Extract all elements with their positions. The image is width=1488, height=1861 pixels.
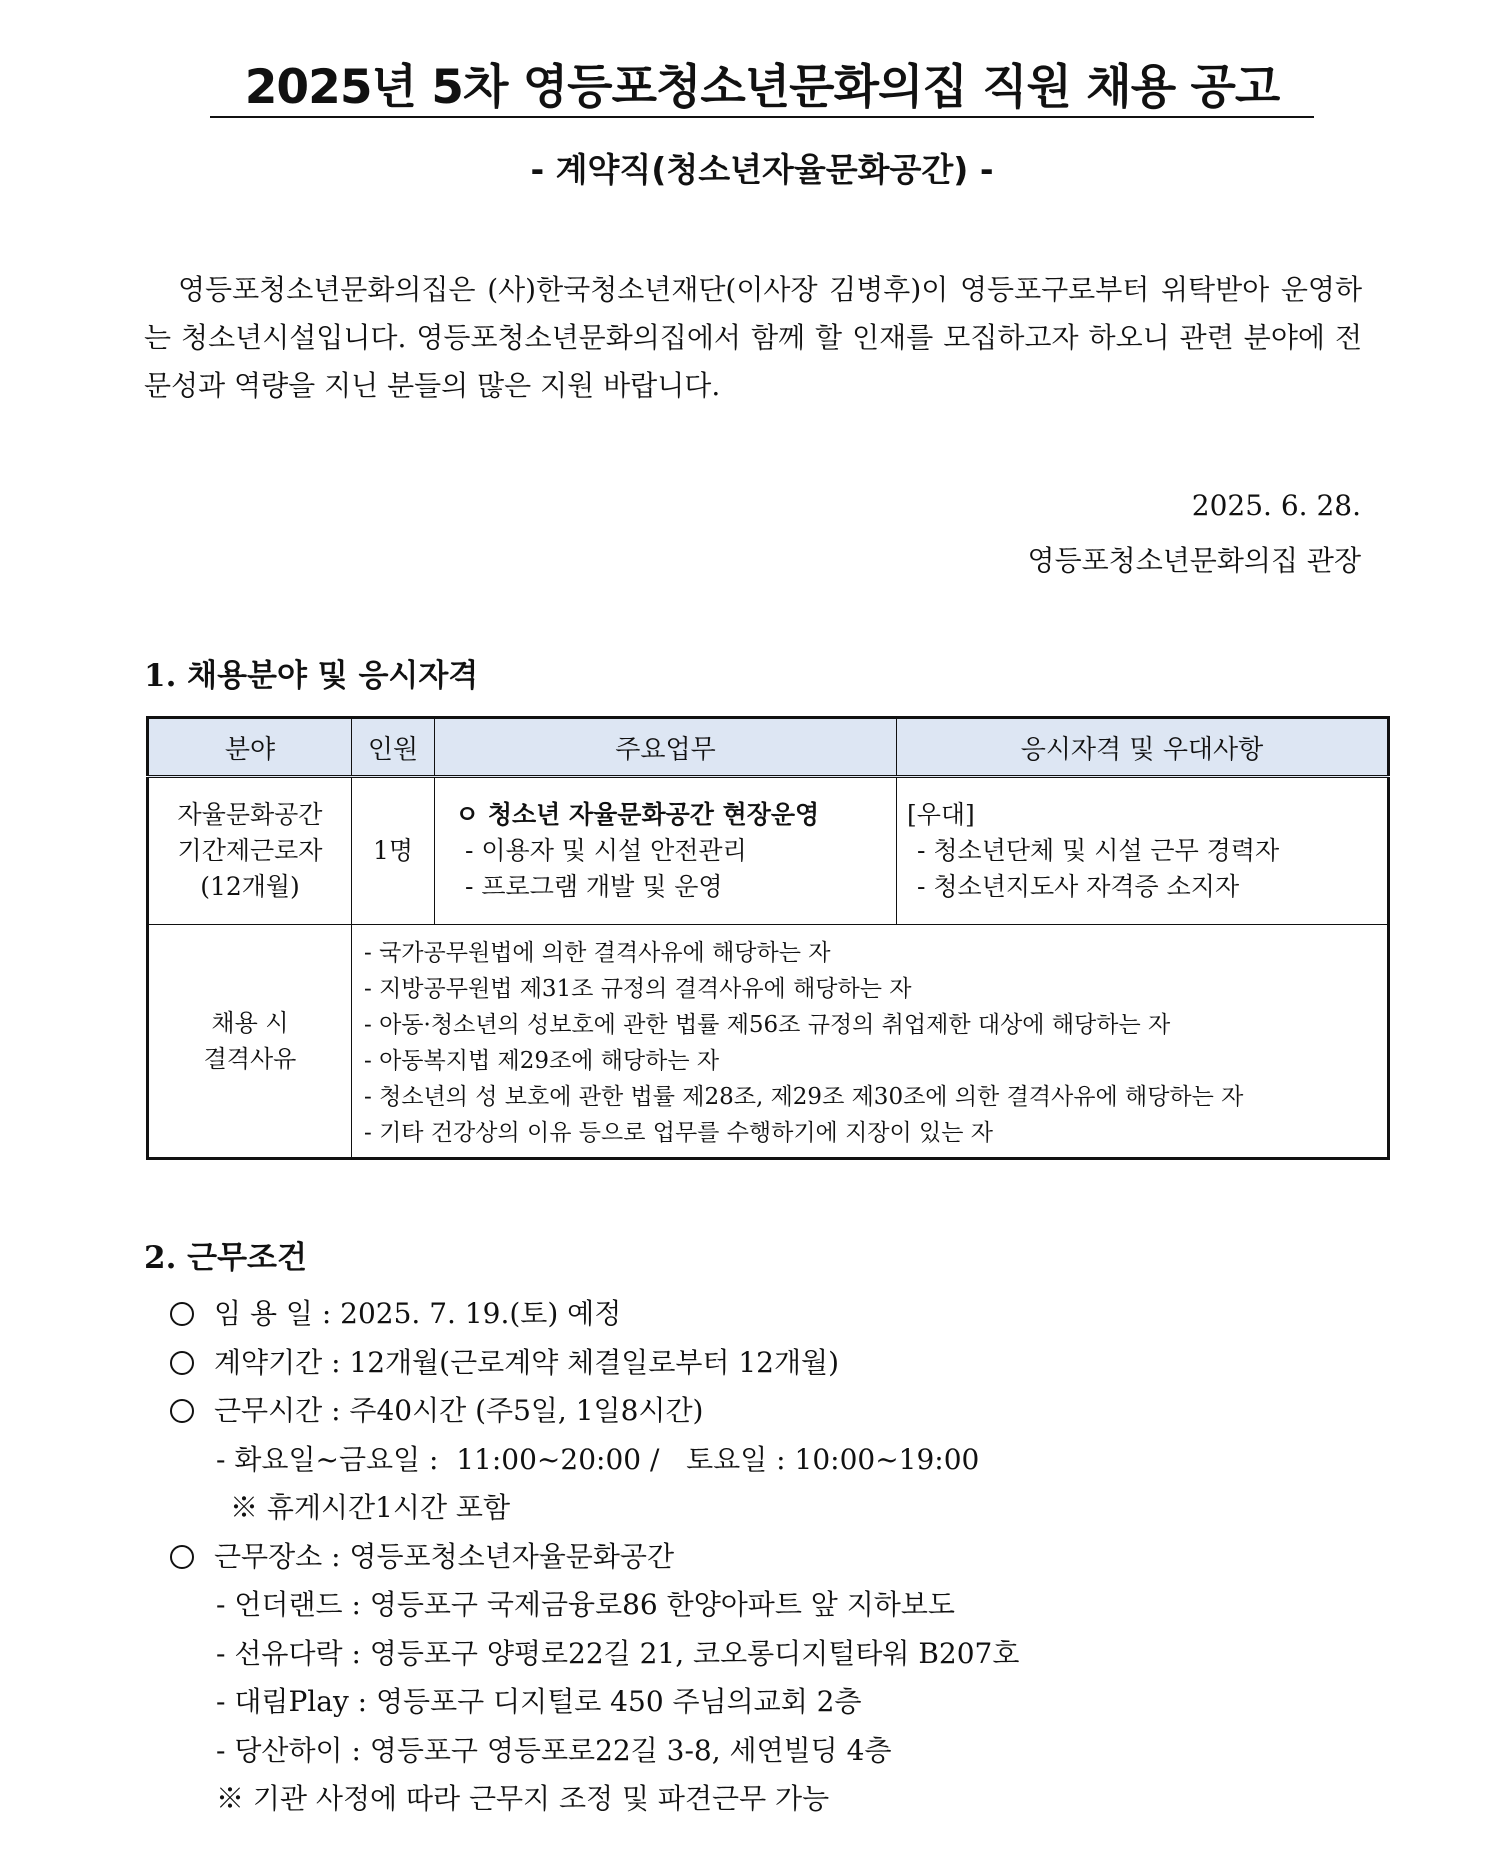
condition-period [170, 1339, 1019, 1388]
location-item: - 선유다락 : 영등포구 양평로22길 21, 코오롱디지털타워 B207호 [216, 1636, 1020, 1670]
qual-item: - 청소년단체 및 시설 근무 경력자 [917, 836, 1280, 865]
signer: 영등포청소년문화의집 관장 [1027, 544, 1361, 577]
condition-location [170, 1533, 1019, 1582]
hours-note: ※ 휴게시간1시간 포함 [230, 1491, 511, 1524]
location-item: - 언더랜드 : 영등포구 국제금융로86 한양아파트 앞 지하보도 [216, 1588, 955, 1621]
circle-bullet-icon [170, 1302, 194, 1326]
field-line: 기간제근로자 [177, 836, 323, 865]
field-line: (12개월) [200, 872, 300, 901]
posting-subtitle: - 계약직(청소년자율문화공간) - [530, 150, 994, 189]
disqualification-row [148, 925, 1389, 1159]
condition-text: 근무장소 : 영등포청소년자율문화공간 [214, 1539, 675, 1573]
location-note: ※ 기관 사정에 따라 근무지 조정 및 파견근무 가능 [216, 1782, 830, 1815]
circle-bullet-icon [170, 1351, 194, 1375]
list-item: - 아동·청소년의 성보호에 관한 법률 제56조 규정의 취업제한 대상에 해당하는 자 [364, 1012, 1171, 1038]
col-header-qualifications: 응시자격 및 우대사항 [897, 718, 1389, 777]
qual-item: - 청소년지도사 자격증 소지자 [917, 872, 1240, 901]
qualifications-cell [897, 777, 1389, 925]
condition-text: 임 용 일 : 2025. 7. 19.(토) 예정 [214, 1297, 622, 1330]
list-item: - 기타 건강상의 이유 등으로 업무를 수행하기에 지장이 있는 자 [364, 1120, 994, 1146]
location-item: - 당산하이 : 영등포구 영등포로22길 3-8, 세연빌딩 4층 [216, 1733, 892, 1767]
location-item: - 대림Play : 영등포구 디지털로 450 주님의교회 2층 [216, 1685, 862, 1718]
duty-heading: ㅇ 청소년 자율문화공간 현장운영 [455, 800, 820, 829]
work-conditions [170, 1290, 1019, 1824]
label-line: 결격사유 [203, 1045, 297, 1073]
posting-title: 2025년 5차 영등포청소년문화의집 직원 채용 공고 [244, 60, 1280, 115]
col-header-duties: 주요업무 [435, 718, 897, 777]
list-item: - 지방공무원법 제31조 규정의 결격사유에 해당하는 자 [364, 976, 912, 1002]
title-underline [210, 116, 1314, 118]
condition-appointment [170, 1290, 1019, 1339]
condition-text: 계약기간 : 12개월(근로계약 체결일로부터 12개월) [214, 1345, 840, 1379]
count-cell: 1명 [352, 777, 435, 925]
table-row [148, 777, 1389, 925]
intro-paragraph: 영등포청소년문화의집은 (사)한국청소년재단(이사장 김병후)이 영등포구로부터 위탁받아 운영하는 청소년시설입니다. 영등포청소년문화의집에서 함께 할 인재를 모집하고자 하오니 관련 분야에 전문성과 역량을 지닌 분들의 많은 지원 바랍니다. [144, 273, 1362, 402]
posting-date: 2025. 6. 28. [1191, 489, 1361, 522]
condition-text: 근무시간 : 주40시간 (주5일, 1일8시간) [214, 1394, 704, 1427]
field-line: 자율문화공간 [177, 800, 323, 829]
circle-bullet-icon [170, 1399, 194, 1423]
col-header-field: 분야 [148, 718, 352, 777]
condition-hours [170, 1387, 1019, 1436]
label-line: 채용 시 [211, 1009, 289, 1037]
duty-item: - 이용자 및 시설 안전관리 [465, 836, 747, 865]
disqualification-list [352, 925, 1389, 1159]
list-item: - 청소년의 성 보호에 관한 법률 제28조, 제29조 제30조에 의한 결격사유에 해당하는 자 [364, 1084, 1244, 1110]
qual-heading: [우대] [907, 800, 975, 829]
section1-heading: 1. 채용분야 및 응시자격 [144, 658, 479, 694]
hours-detail: - 화요일~금요일 : 11:00~20:00 / 토요일 : 10:00~19:00 [216, 1442, 980, 1476]
recruitment-table [146, 716, 1390, 1160]
section2-heading: 2. 근무조건 [144, 1240, 307, 1276]
table-header-row [148, 718, 1389, 777]
col-header-count: 인원 [352, 718, 435, 777]
list-item: - 국가공무원법에 의한 결격사유에 해당하는 자 [364, 940, 831, 966]
duties-cell [435, 777, 897, 925]
disqualification-label [148, 925, 352, 1159]
duty-item: - 프로그램 개발 및 운영 [465, 872, 723, 901]
circle-bullet-icon [170, 1545, 194, 1569]
list-item: - 아동복지법 제29조에 해당하는 자 [364, 1048, 720, 1074]
field-cell [148, 777, 352, 925]
